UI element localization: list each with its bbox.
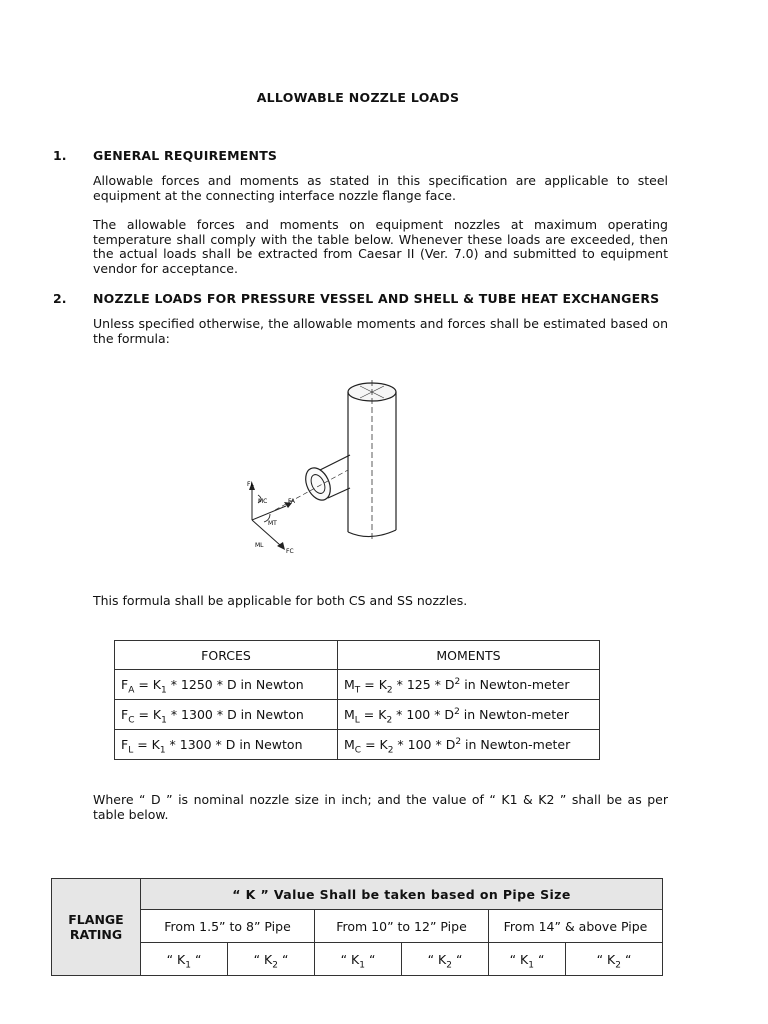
k-value-header: “ K ” Value Shall be taken based on Pipe Size	[141, 879, 663, 910]
section-2-number: 2.	[53, 291, 67, 306]
k2-header: “ $K_2$ “	[402, 943, 489, 976]
label-fa: FA	[288, 498, 296, 505]
table-row	[115, 670, 600, 700]
nozzle-diagram	[230, 370, 430, 565]
table-row	[115, 700, 600, 730]
force-cell: $F_C = K_1 * 1300 * D$ in Newton	[115, 700, 338, 730]
label-mc: MC	[258, 498, 268, 505]
k-value-table	[51, 878, 663, 976]
k1-header: “ $K_1$ “	[489, 943, 566, 976]
label-fl: FL	[247, 481, 254, 488]
k2-header: “ $K_2$ “	[228, 943, 315, 976]
section-1-heading: GENERAL REQUIREMENTS	[93, 148, 278, 163]
loads-formula-table	[114, 640, 600, 760]
range-14-above: From 14” & above Pipe	[489, 910, 663, 943]
moment-cell: $M_L = K_2 * 100 * D^2$ in Newton-meter	[338, 700, 600, 730]
section-1-paragraph-1: Allowable forces and moments as stated in this specification are applicable to steel equipment at the connecting interface nozzle flange face.	[93, 173, 668, 203]
label-fc: FC	[286, 548, 294, 555]
k2-header: “ $K_2$ “	[566, 943, 663, 976]
table-row	[115, 730, 600, 760]
table-header-row	[115, 641, 600, 670]
flange-rating-header: FLANGE RATING	[52, 879, 141, 976]
header-forces: FORCES	[115, 641, 338, 670]
range-10-to-12: From 10” to 12” Pipe	[315, 910, 489, 943]
force-cell: $F_L = K_1 * 1300 * D$ in Newton	[115, 730, 338, 760]
section-1-paragraph-2: The allowable forces and moments on equipment nozzles at maximum operating temperature shall comply with the table below. Whenever these loads are exceeded, then the actual loads shall be extracted from Caesar II (Ver. 7.0) and submitted to equipment vendor for acceptance.	[93, 217, 668, 276]
header-moments: MOMENTS	[338, 641, 600, 670]
k1-header: “ $K_1$ “	[315, 943, 402, 976]
page-title: ALLOWABLE NOZZLE LOADS	[256, 90, 460, 105]
formula-note: This formula shall be applicable for both CS and SS nozzles.	[93, 593, 468, 608]
label-mt: MT	[268, 520, 277, 527]
force-cell: $F_A = K_1 * 1250 * D$ in Newton	[115, 670, 338, 700]
section-1-number: 1.	[53, 148, 67, 163]
label-ml: ML	[255, 542, 264, 549]
k1-header: “ $K_1$ “	[141, 943, 228, 976]
section-2-heading: NOZZLE LOADS FOR PRESSURE VESSEL AND SHELL & TUBE HEAT EXCHANGERS	[93, 291, 660, 306]
section-2-paragraph-1: Unless specified otherwise, the allowable moments and forces shall be estimated based on the formula:	[93, 316, 668, 346]
where-note: Where “ D ” is nominal nozzle size in inch; and the value of “ K1 & K2 ” shall be as per table below.	[93, 792, 668, 822]
range-1-5-to-8: From 1.5” to 8” Pipe	[141, 910, 315, 943]
moment-cell: $M_C = K_2 * 100 * D^2$ in Newton-meter	[338, 730, 600, 760]
moment-cell: $M_T = K_2 * 125 * D^2$ in Newton-meter	[338, 670, 600, 700]
